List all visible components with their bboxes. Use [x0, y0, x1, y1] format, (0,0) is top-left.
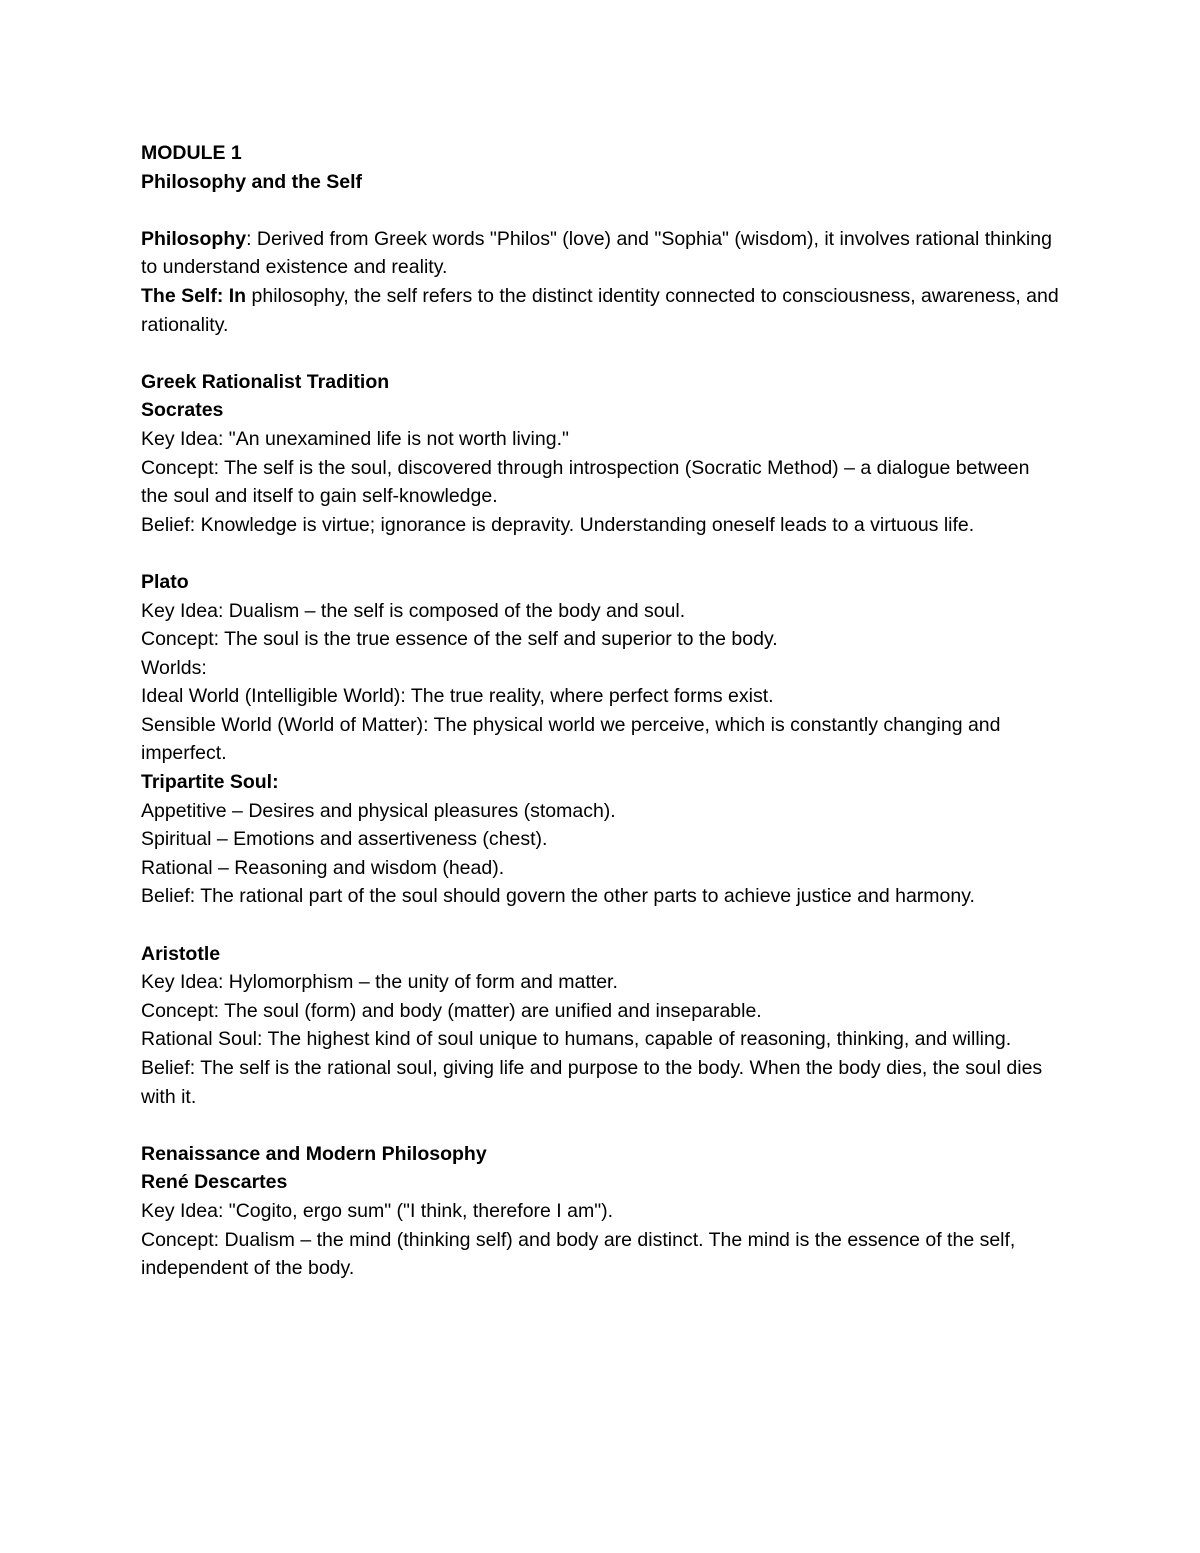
greek-tradition-heading: Greek Rationalist Tradition — [141, 370, 390, 393]
aristotle-rational-soul: Rational Soul: The highest kind of soul unique to humans, capable of reasoning, thinking, and willing. — [141, 1028, 1012, 1051]
socrates-key-idea: Key Idea: "An unexamined life is not worth living." — [141, 427, 569, 450]
plato-spiritual: Spiritual – Emotions and assertiveness (chest). — [141, 828, 548, 851]
document-page — [141, 139, 1061, 1283]
spacer — [141, 911, 1061, 940]
aristotle-concept: Concept: The soul (form) and body (matter) are unified and inseparable. — [141, 999, 762, 1022]
spacer — [141, 1111, 1061, 1140]
plato-key-idea: Key Idea: Dualism – the self is composed of the body and soul. — [141, 599, 686, 622]
spacer — [141, 539, 1061, 568]
aristotle-belief: Belief: The self is the rational soul, giving life and purpose to the body. When the body dies, the soul dies with it. — [141, 1057, 1043, 1108]
aristotle-heading: Aristotle — [141, 942, 221, 965]
plato-appetitive: Appetitive – Desires and physical pleasures (stomach). — [141, 799, 616, 822]
socrates-concept: Concept: The self is the soul, discovered through introspection (Socratic Method) – a dialogue between the soul and itself to gain self-knowledge. — [141, 456, 1030, 508]
self-text: philosophy, the self refers to the distinct identity connected to consciousness, awareness, and rationality. — [141, 284, 1059, 336]
plato-worlds-label: Worlds: — [141, 656, 207, 679]
plato-rational: Rational – Reasoning and wisdom (head). — [141, 856, 505, 879]
self-term: The Self: In — [141, 284, 247, 307]
plato-tripartite-heading: Tripartite Soul: — [141, 771, 279, 794]
plato-ideal-world: Ideal World (Intelligible World): The true reality, where perfect forms exist. — [141, 685, 774, 708]
modern-philosophy-heading: Renaissance and Modern Philosophy — [141, 1142, 487, 1165]
plato-heading: Plato — [141, 570, 189, 593]
module-title: Philosophy and the Self — [141, 170, 363, 193]
philosophy-definition — [141, 225, 1061, 282]
plato-sensible-world: Sensible World (World of Matter): The physical world we perceive, which is constantly changing and imperfect. — [141, 713, 1001, 765]
module-heading: MODULE 1 — [141, 142, 242, 164]
philosophy-text: : Derived from Greek words "Philos" (love) and "Sophia" (wisdom), it involves rational thinking to understand existence and reality. — [141, 227, 1052, 279]
descartes-concept: Concept: Dualism – the mind (thinking self) and body are distinct. The mind is the essence of the self, independent of the body. — [141, 1228, 1016, 1280]
self-definition — [141, 282, 1061, 339]
plato-belief: Belief: The rational part of the soul should govern the other parts to achieve justice and harmony. — [141, 885, 975, 908]
descartes-key-idea: Key Idea: "Cogito, ergo sum" ("I think, therefore I am"). — [141, 1199, 614, 1222]
spacer — [141, 196, 1061, 225]
aristotle-key-idea: Key Idea: Hylomorphism – the unity of form and matter. — [141, 971, 618, 994]
descartes-heading: René Descartes — [141, 1171, 288, 1194]
socrates-belief: Belief: Knowledge is virtue; ignorance is depravity. Understanding oneself leads to a virtuous life. — [141, 513, 975, 536]
philosophy-term: Philosophy — [141, 227, 247, 250]
spacer — [141, 339, 1061, 368]
socrates-heading: Socrates — [141, 399, 224, 422]
plato-concept: Concept: The soul is the true essence of the self and superior to the body. — [141, 628, 778, 651]
